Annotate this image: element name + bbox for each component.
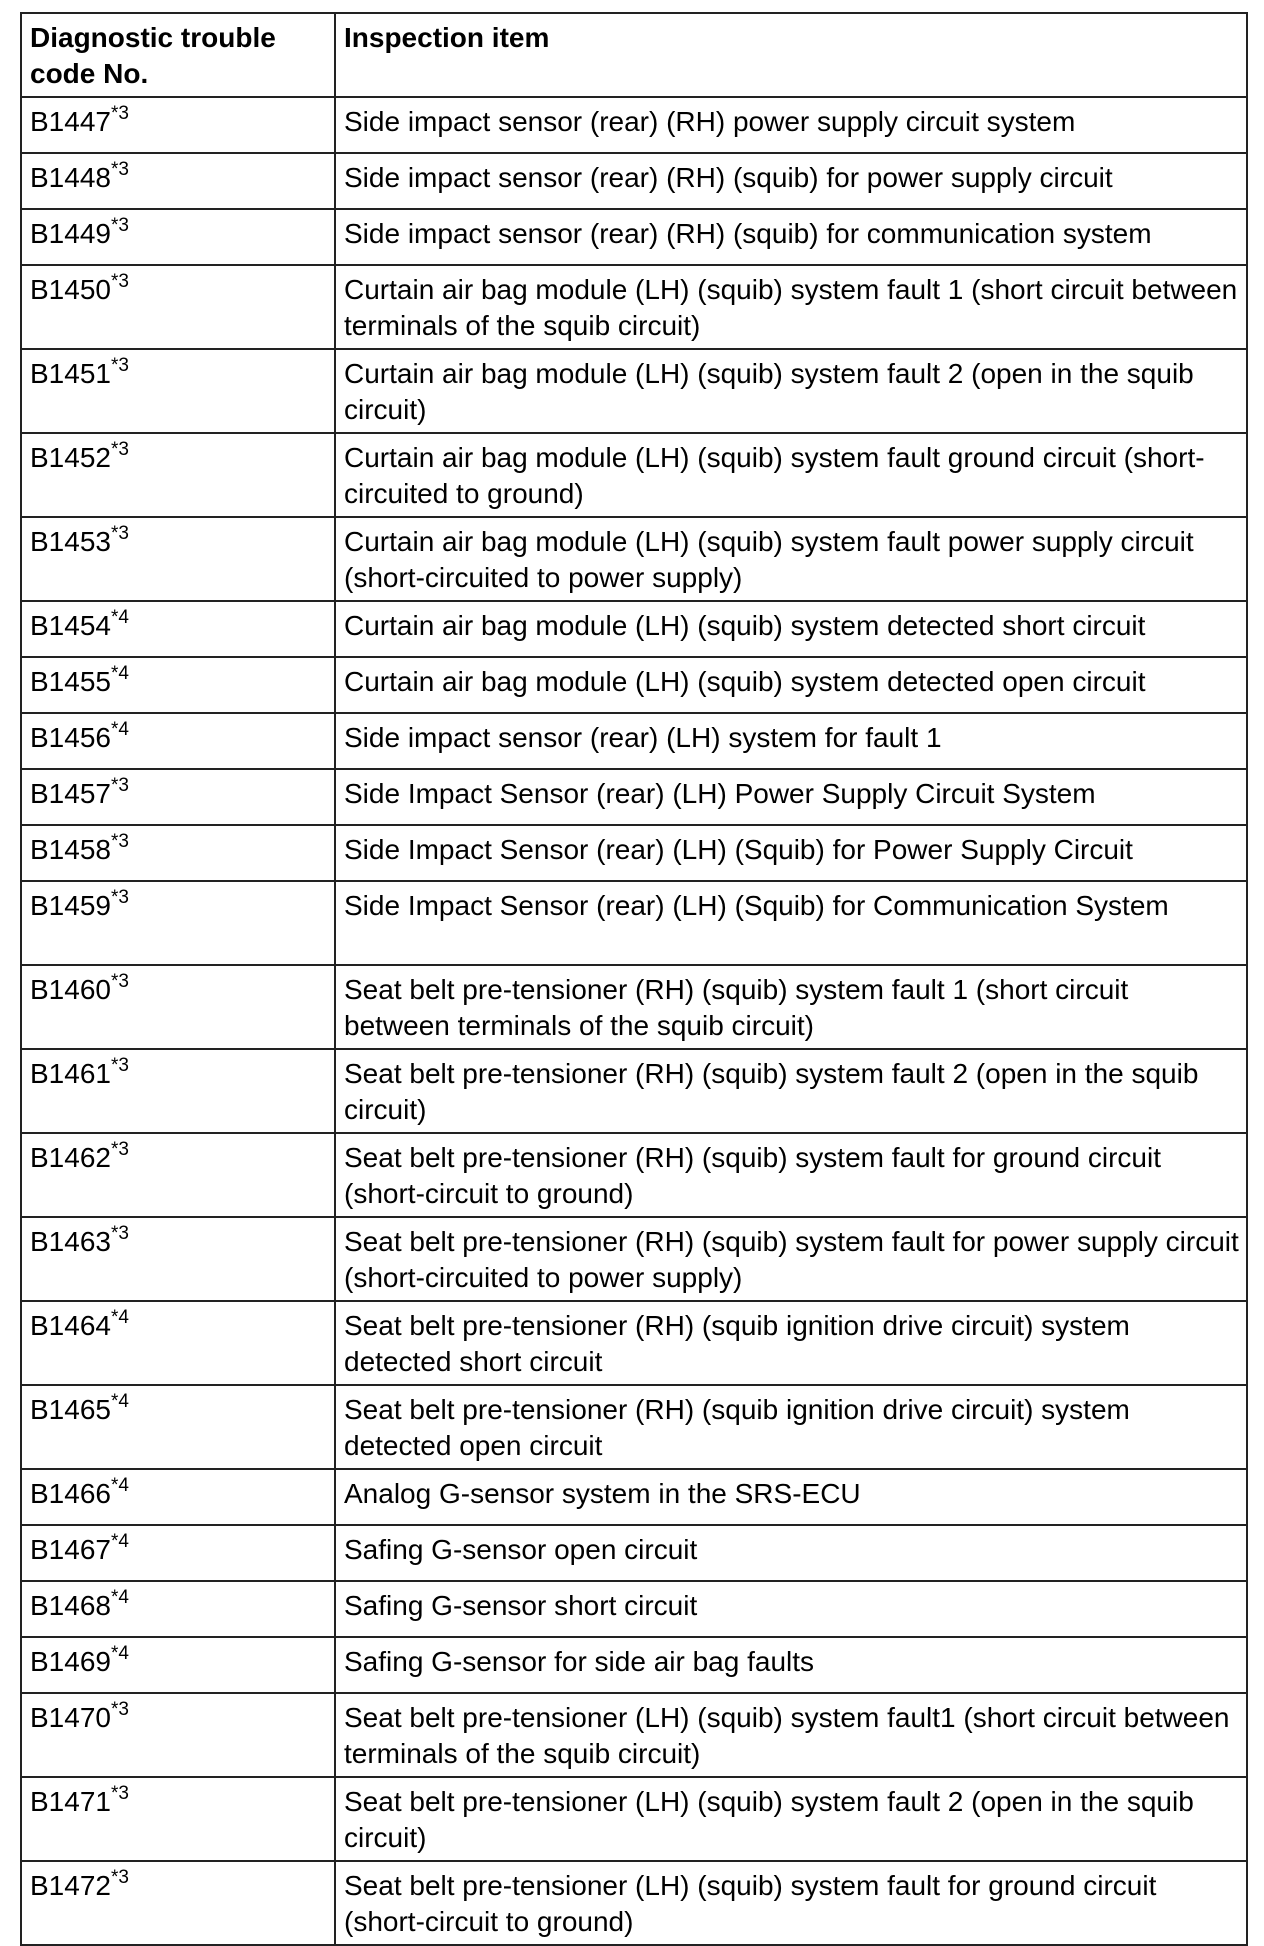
document-page xyxy=(20,12,1246,1946)
inspection-item-cell: Seat belt pre-tensioner (LH) (squib) system fault for ground circuit (short-circuit to ground) xyxy=(335,1861,1247,1945)
dtc-code: B1472 xyxy=(30,1870,111,1901)
table-row xyxy=(21,1861,1247,1945)
dtc-code-cell xyxy=(21,769,335,825)
dtc-code: B1447 xyxy=(30,106,111,137)
dtc-code: B1459 xyxy=(30,890,111,921)
inspection-item-cell: Seat belt pre-tensioner (RH) (squib) system fault 2 (open in the squib circuit) xyxy=(335,1049,1247,1133)
inspection-item-cell: Side Impact Sensor (rear) (LH) Power Supply Circuit System xyxy=(335,769,1247,825)
dtc-code-cell xyxy=(21,965,335,1049)
dtc-code: B1448 xyxy=(30,162,111,193)
inspection-item-cell: Curtain air bag module (LH) (squib) system fault 2 (open in the squib circuit) xyxy=(335,349,1247,433)
dtc-table xyxy=(20,12,1248,1946)
dtc-footnote-ref: *3 xyxy=(110,774,129,796)
dtc-footnote-ref: *3 xyxy=(110,1054,129,1076)
inspection-item-cell: Side impact sensor (rear) (RH) (squib) for communication system xyxy=(335,209,1247,265)
table-row xyxy=(21,153,1247,209)
dtc-code: B1468 xyxy=(30,1590,111,1621)
table-row xyxy=(21,209,1247,265)
table-row xyxy=(21,1581,1247,1637)
dtc-footnote-ref: *3 xyxy=(110,970,129,992)
dtc-footnote-ref: *3 xyxy=(110,438,129,460)
dtc-code-cell xyxy=(21,209,335,265)
dtc-code-cell xyxy=(21,1777,335,1861)
dtc-footnote-ref: *3 xyxy=(110,830,129,852)
dtc-footnote-ref: *4 xyxy=(110,1390,129,1412)
table-row xyxy=(21,965,1247,1049)
table-row xyxy=(21,825,1247,881)
dtc-footnote-ref: *3 xyxy=(110,214,129,236)
table-row xyxy=(21,517,1247,601)
dtc-footnote-ref: *3 xyxy=(110,1782,129,1804)
table-row xyxy=(21,1525,1247,1581)
dtc-code: B1454 xyxy=(30,610,111,641)
dtc-code: B1471 xyxy=(30,1786,111,1817)
dtc-code-cell xyxy=(21,1469,335,1525)
dtc-code-cell xyxy=(21,881,335,965)
table-row xyxy=(21,349,1247,433)
dtc-code: B1450 xyxy=(30,274,111,305)
inspection-item-cell: Seat belt pre-tensioner (RH) (squib) system fault for ground circuit (short-circuit to ground) xyxy=(335,1133,1247,1217)
dtc-code: B1466 xyxy=(30,1478,111,1509)
dtc-footnote-ref: *4 xyxy=(110,1642,129,1664)
dtc-code: B1469 xyxy=(30,1646,111,1677)
table-row xyxy=(21,1049,1247,1133)
dtc-footnote-ref: *4 xyxy=(110,1474,129,1496)
dtc-code-cell xyxy=(21,1581,335,1637)
table-row xyxy=(21,769,1247,825)
header-item: Inspection item xyxy=(335,13,1247,97)
dtc-code: B1461 xyxy=(30,1058,111,1089)
dtc-code: B1458 xyxy=(30,834,111,865)
dtc-code-cell xyxy=(21,825,335,881)
dtc-code-cell xyxy=(21,1693,335,1777)
inspection-item-cell: Side impact sensor (rear) (RH) power supply circuit system xyxy=(335,97,1247,153)
table-row xyxy=(21,713,1247,769)
dtc-footnote-ref: *3 xyxy=(110,1866,129,1888)
dtc-footnote-ref: *3 xyxy=(110,354,129,376)
dtc-code: B1455 xyxy=(30,666,111,697)
inspection-item-cell: Curtain air bag module (LH) (squib) system detected short circuit xyxy=(335,601,1247,657)
dtc-code: B1456 xyxy=(30,722,111,753)
table-row xyxy=(21,1217,1247,1301)
dtc-code-cell xyxy=(21,1133,335,1217)
dtc-code-cell xyxy=(21,601,335,657)
table-row xyxy=(21,657,1247,713)
dtc-footnote-ref: *3 xyxy=(110,886,129,908)
header-code: Diagnostic trouble code No. xyxy=(21,13,335,97)
dtc-footnote-ref: *4 xyxy=(110,1306,129,1328)
dtc-code: B1464 xyxy=(30,1310,111,1341)
dtc-footnote-ref: *3 xyxy=(110,522,129,544)
table-row xyxy=(21,1385,1247,1469)
table-row xyxy=(21,1637,1247,1693)
dtc-code: B1467 xyxy=(30,1534,111,1565)
dtc-code-cell xyxy=(21,1525,335,1581)
dtc-footnote-ref: *4 xyxy=(110,1530,129,1552)
table-row xyxy=(21,97,1247,153)
dtc-footnote-ref: *3 xyxy=(110,1222,129,1244)
inspection-item-cell: Safing G-sensor short circuit xyxy=(335,1581,1247,1637)
dtc-code-cell xyxy=(21,97,335,153)
dtc-code-cell xyxy=(21,517,335,601)
dtc-code-cell xyxy=(21,153,335,209)
inspection-item-cell: Safing G-sensor for side air bag faults xyxy=(335,1637,1247,1693)
inspection-item-cell: Safing G-sensor open circuit xyxy=(335,1525,1247,1581)
inspection-item-cell: Curtain air bag module (LH) (squib) system fault power supply circuit (short-circuited to power supply) xyxy=(335,517,1247,601)
inspection-item-cell: Side Impact Sensor (rear) (LH) (Squib) for Power Supply Circuit xyxy=(335,825,1247,881)
dtc-footnote-ref: *4 xyxy=(110,718,129,740)
inspection-item-cell: Seat belt pre-tensioner (RH) (squib ignition drive circuit) system detected open circuit xyxy=(335,1385,1247,1469)
dtc-code-cell xyxy=(21,1217,335,1301)
dtc-footnote-ref: *3 xyxy=(110,102,129,124)
dtc-code-cell xyxy=(21,1301,335,1385)
dtc-code: B1451 xyxy=(30,358,111,389)
inspection-item-cell: Seat belt pre-tensioner (RH) (squib) system fault 1 (short circuit between terminals of the squib circuit) xyxy=(335,965,1247,1049)
dtc-code-cell xyxy=(21,349,335,433)
table-row xyxy=(21,1301,1247,1385)
table-row xyxy=(21,1133,1247,1217)
table-row xyxy=(21,1469,1247,1525)
inspection-item-cell: Curtain air bag module (LH) (squib) system detected open circuit xyxy=(335,657,1247,713)
inspection-item-cell: Side Impact Sensor (rear) (LH) (Squib) for Communication System xyxy=(335,881,1247,965)
dtc-code: B1453 xyxy=(30,526,111,557)
dtc-footnote-ref: *3 xyxy=(110,158,129,180)
dtc-footnote-ref: *3 xyxy=(110,270,129,292)
inspection-item-cell: Curtain air bag module (LH) (squib) system fault ground circuit (short-circuited to ground) xyxy=(335,433,1247,517)
dtc-footnote-ref: *4 xyxy=(110,1586,129,1608)
dtc-code-cell xyxy=(21,433,335,517)
table-row xyxy=(21,881,1247,965)
table-row xyxy=(21,265,1247,349)
inspection-item-cell: Analog G-sensor system in the SRS-ECU xyxy=(335,1469,1247,1525)
dtc-code-cell xyxy=(21,1861,335,1945)
dtc-footnote-ref: *3 xyxy=(110,1138,129,1160)
dtc-code-cell xyxy=(21,1385,335,1469)
table-row xyxy=(21,601,1247,657)
dtc-code: B1465 xyxy=(30,1394,111,1425)
inspection-item-cell: Side impact sensor (rear) (RH) (squib) for power supply circuit xyxy=(335,153,1247,209)
dtc-code-cell xyxy=(21,1637,335,1693)
inspection-item-cell: Seat belt pre-tensioner (RH) (squib) system fault for power supply circuit (short-circuited to power supply) xyxy=(335,1217,1247,1301)
dtc-code-cell xyxy=(21,657,335,713)
dtc-footnote-ref: *3 xyxy=(110,1698,129,1720)
dtc-code: B1452 xyxy=(30,442,111,473)
dtc-code-cell xyxy=(21,713,335,769)
inspection-item-cell: Side impact sensor (rear) (LH) system for fault 1 xyxy=(335,713,1247,769)
table-header-row xyxy=(21,13,1247,97)
inspection-item-cell: Curtain air bag module (LH) (squib) system fault 1 (short circuit between terminals of the squib circuit) xyxy=(335,265,1247,349)
table-row xyxy=(21,1777,1247,1861)
table-body xyxy=(21,97,1247,1945)
dtc-code-cell xyxy=(21,1049,335,1133)
dtc-code: B1462 xyxy=(30,1142,111,1173)
table-row xyxy=(21,433,1247,517)
dtc-code: B1457 xyxy=(30,778,111,809)
inspection-item-cell: Seat belt pre-tensioner (LH) (squib) system fault 2 (open in the squib circuit) xyxy=(335,1777,1247,1861)
inspection-item-cell: Seat belt pre-tensioner (RH) (squib ignition drive circuit) system detected short circuit xyxy=(335,1301,1247,1385)
dtc-footnote-ref: *4 xyxy=(110,662,129,684)
dtc-code-cell xyxy=(21,265,335,349)
dtc-code: B1449 xyxy=(30,218,111,249)
dtc-code: B1460 xyxy=(30,974,111,1005)
dtc-code: B1470 xyxy=(30,1702,111,1733)
dtc-footnote-ref: *4 xyxy=(110,606,129,628)
dtc-code: B1463 xyxy=(30,1226,111,1257)
table-row xyxy=(21,1693,1247,1777)
inspection-item-cell: Seat belt pre-tensioner (LH) (squib) system fault1 (short circuit between terminals of the squib circuit) xyxy=(335,1693,1247,1777)
